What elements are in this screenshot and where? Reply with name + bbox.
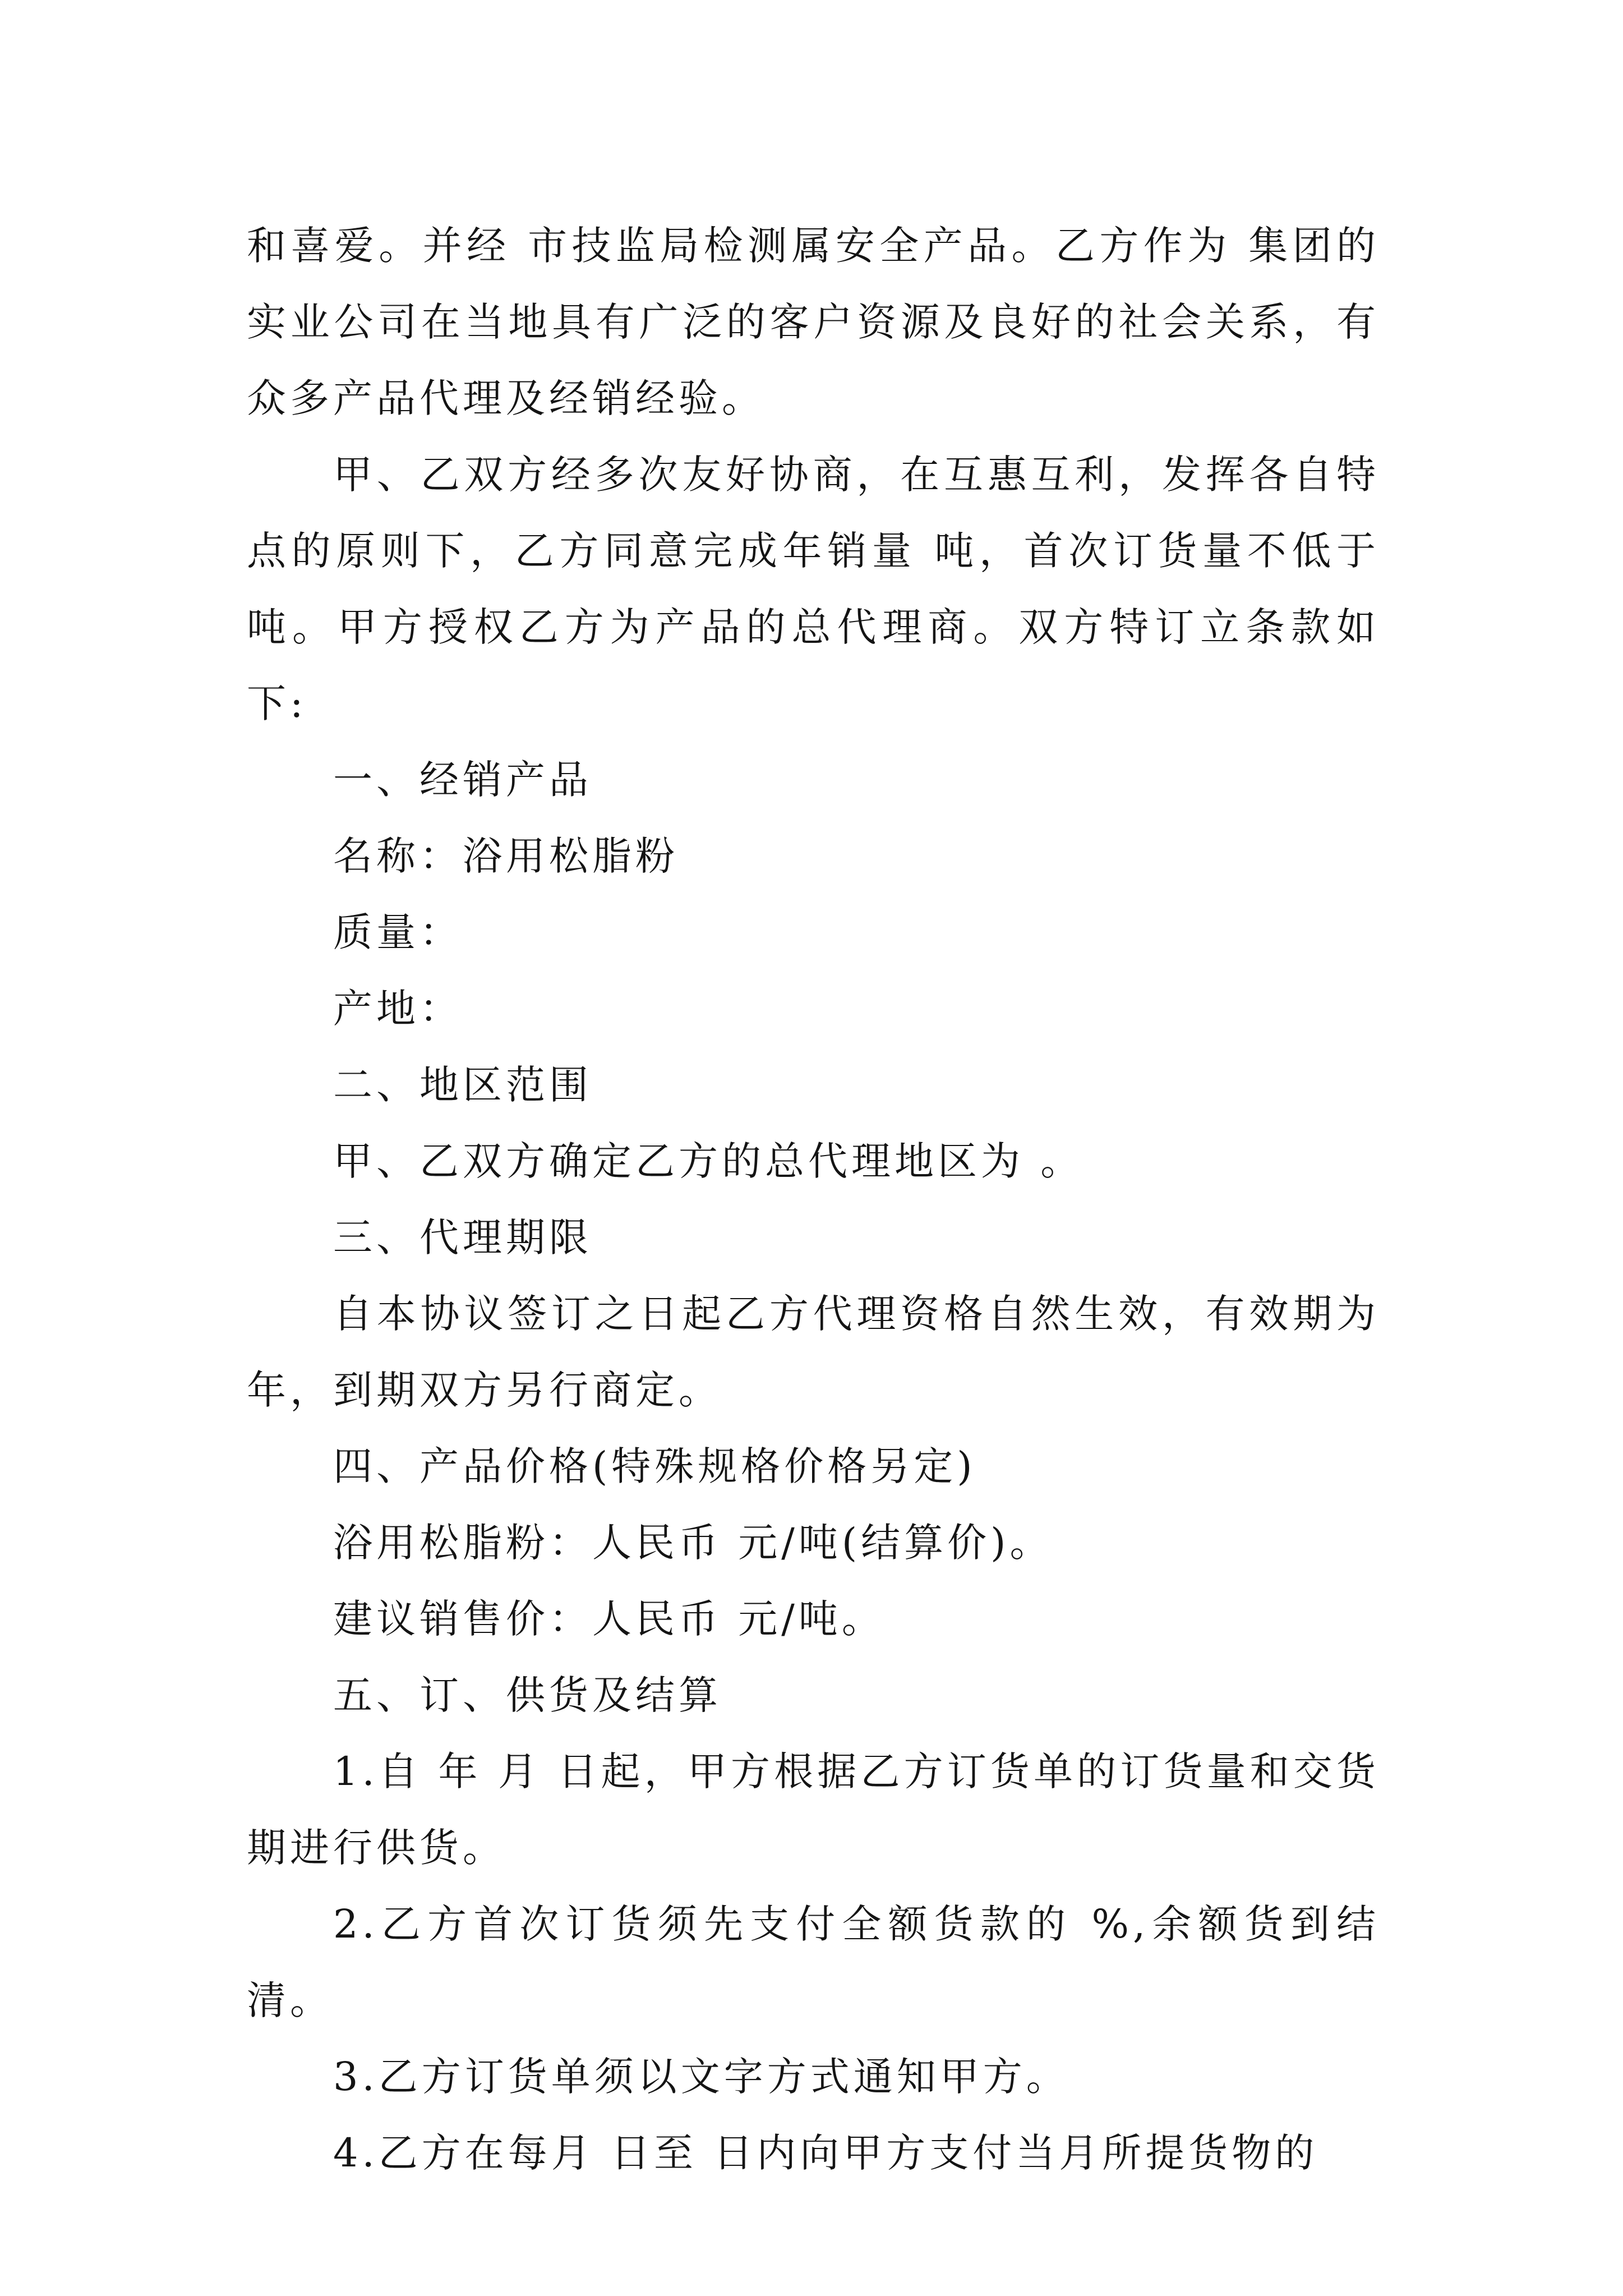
ordering-clause-1: 1.自 年 月 日起，甲方根据乙方订货单的订货量和交货期进行供货。 <box>247 1749 1380 1871</box>
product-quality: 质量： <box>333 909 463 955</box>
document-body <box>247 208 1380 2191</box>
region-definition: 甲、乙双方确定乙方的总代理地区为 。 <box>333 1138 1084 1184</box>
section-heading-term: 三、代理期限 <box>333 1214 592 1260</box>
section-heading-products: 一、经销产品 <box>333 757 592 803</box>
ordering-clause-2: 2.乙方首次订货须先支付全额货款的 %,余额货到结清。 <box>247 1901 1380 2023</box>
ordering-clause-3: 3.乙方订货单须以文字方式通知甲方。 <box>333 2054 1069 2100</box>
term-definition: 自本协议签订之日起乙方代理资格自然生效，有效期为 年，到期双方另行商定。 <box>247 1291 1380 1413</box>
ordering-clause-4: 4.乙方在每月 日至 日内向甲方支付当月所提货物的 <box>333 2130 1318 2176</box>
paragraph-intro-continued: 和喜爱。并经 市技监局检测属安全产品。乙方作为 集团的实业公司在当地具有广泛的客户资源及良好的社会关系，有众多产品代理及经销经验。 <box>247 223 1380 421</box>
suggested-retail-price: 建议销售价：人民币 元/吨。 <box>333 1596 885 1642</box>
product-name: 名称：浴用松脂粉 <box>333 833 679 879</box>
section-heading-ordering: 五、订、供货及结算 <box>333 1672 722 1718</box>
section-heading-price: 四、产品价格(特殊规格价格另定) <box>333 1443 976 1489</box>
paragraph-agreement-terms: 甲、乙双方经多次友好协商，在互惠互利，发挥各自特点的原则下，乙方同意完成年销量 吨，首次订货量不低于 吨。甲方授权乙方为产品的总代理商。双方特订立条款如下: <box>247 452 1380 726</box>
settlement-price: 浴用松脂粉：人民币 元/吨(结算价)。 <box>333 1520 1053 1566</box>
product-origin: 产地： <box>333 986 463 1032</box>
section-heading-region: 二、地区范围 <box>333 1062 592 1108</box>
